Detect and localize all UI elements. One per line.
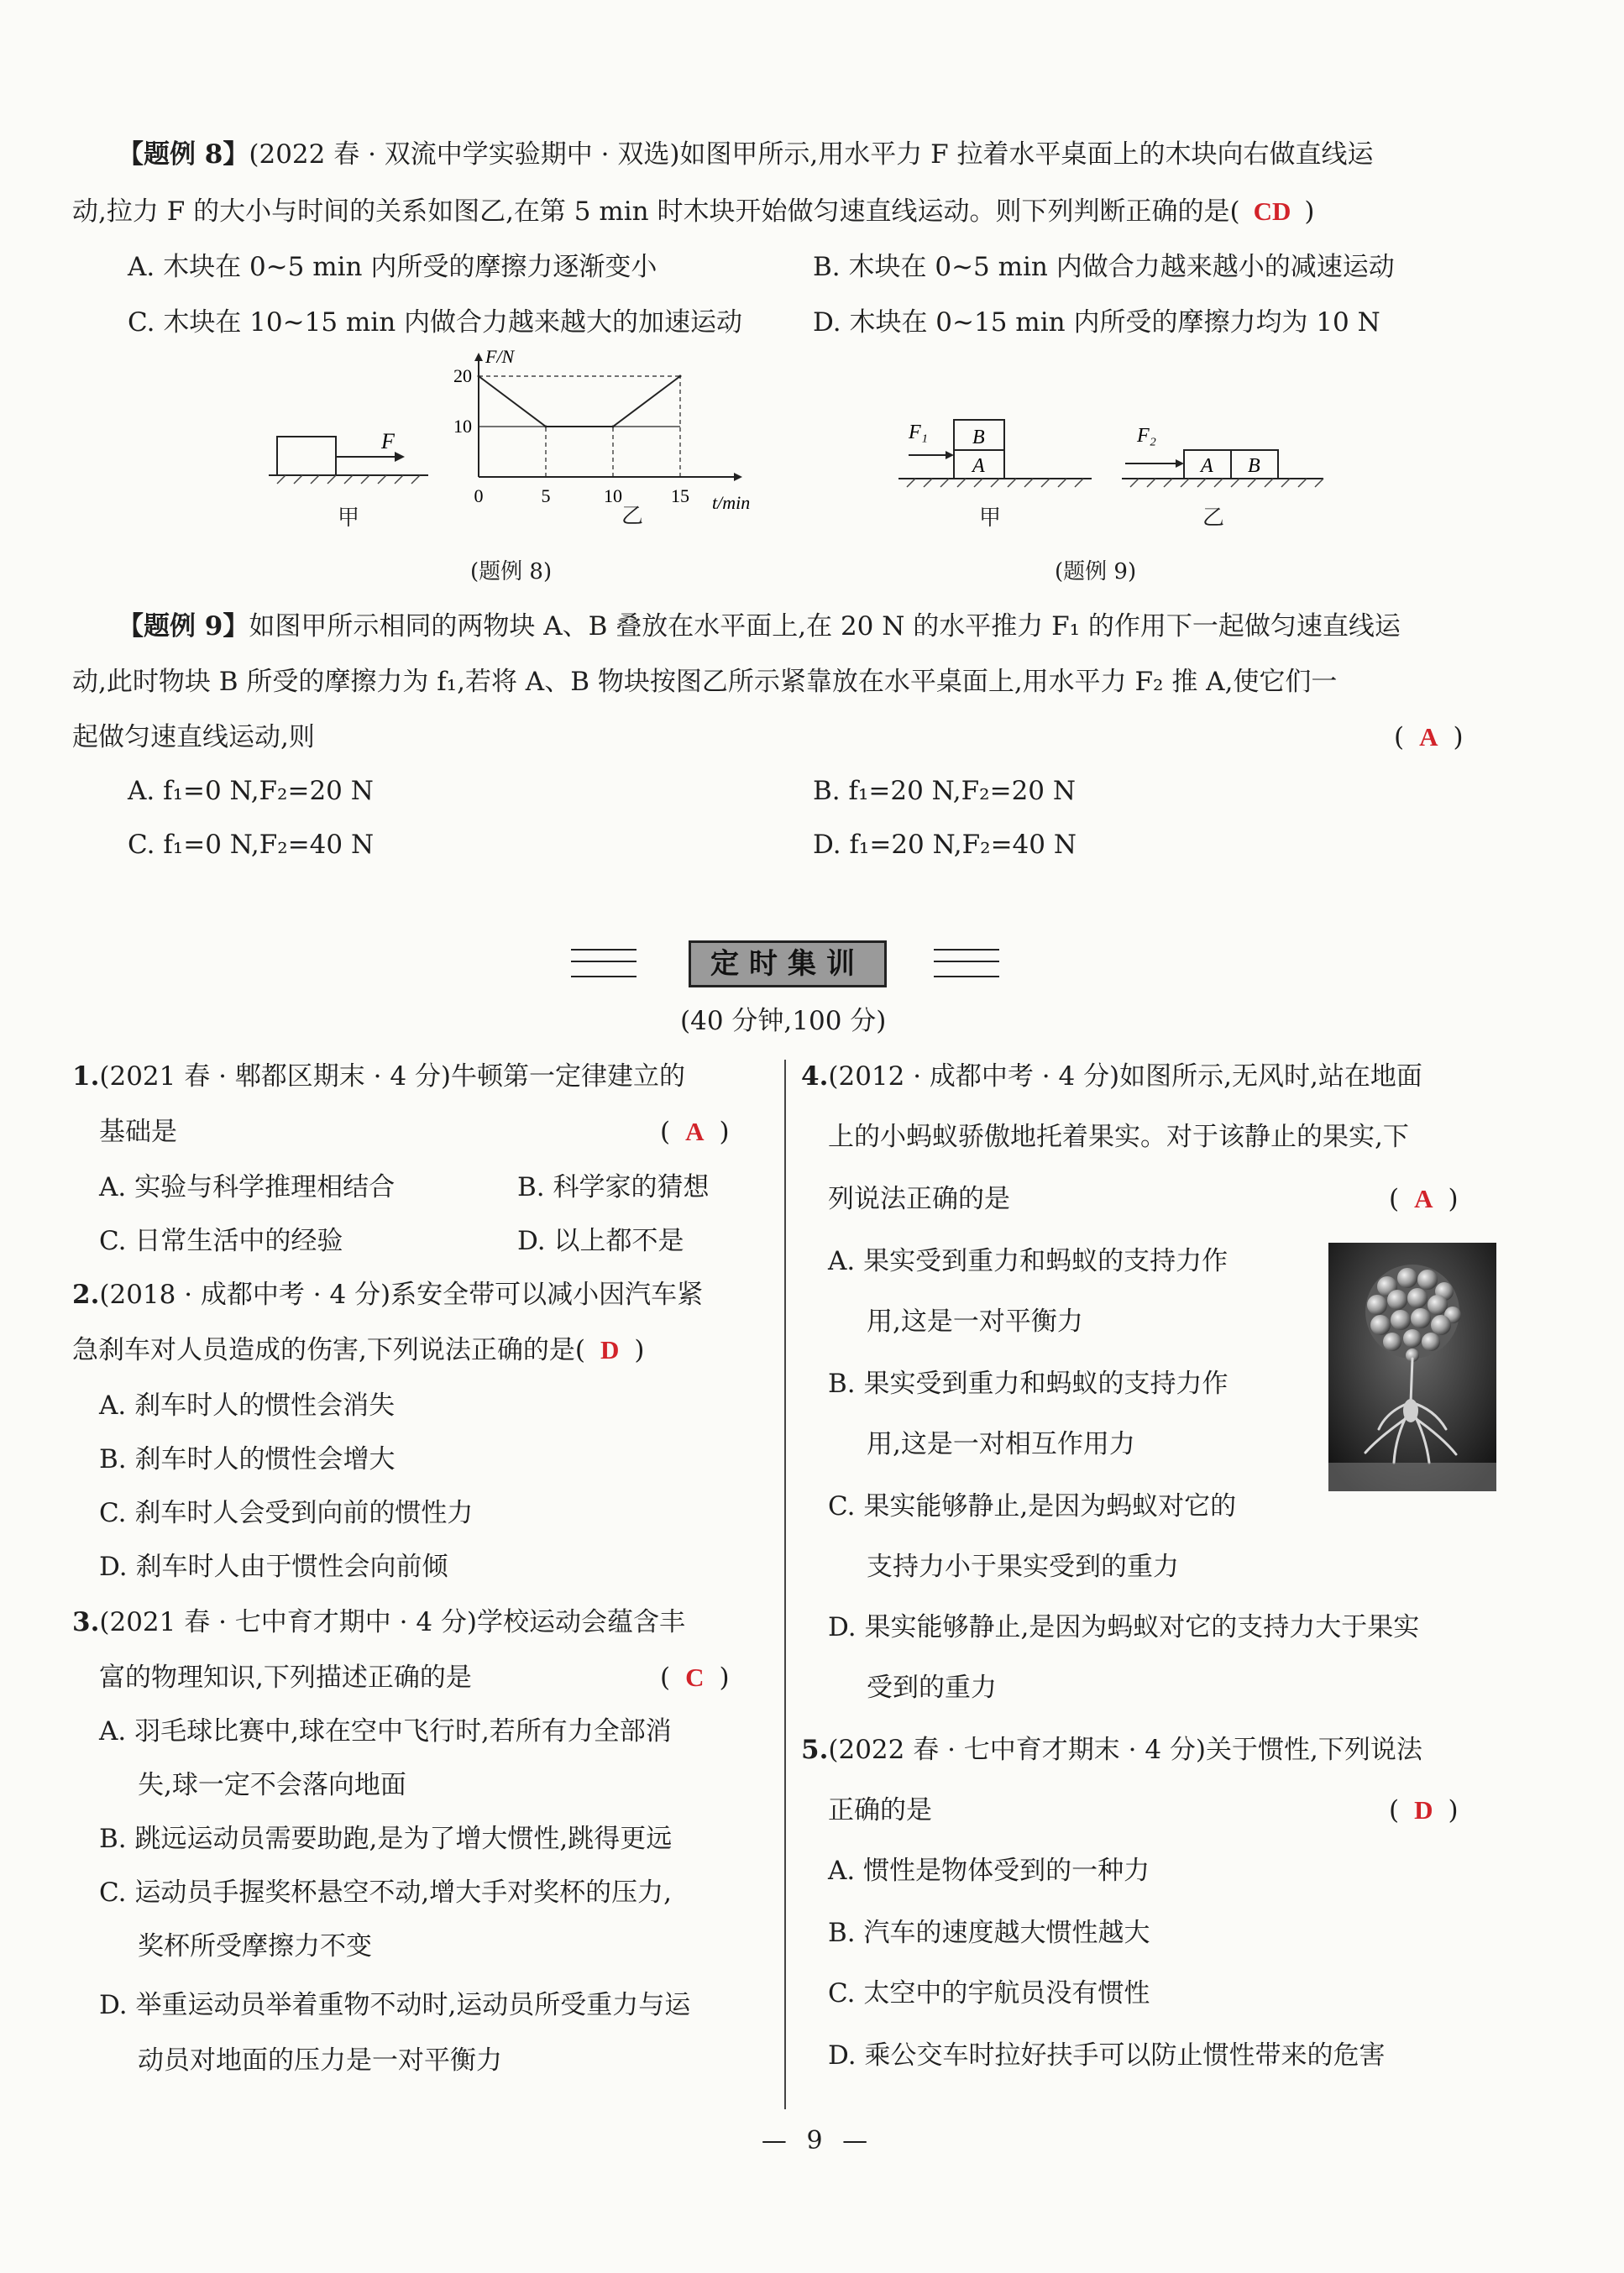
q8-option-b: B. 木块在 0~5 min 内做合力越来越小的减速运动 [813, 252, 1395, 282]
x-tick-label: 15 [671, 485, 689, 506]
q3-stem-1: (2021 春 · 七中育才期中 · 4 分)学校运动会蕴含丰 [99, 1607, 686, 1637]
q3-line1 [72, 1605, 685, 1639]
column-divider [784, 1060, 786, 2109]
q9-option-d: D. f₁=20 N,F₂=40 N [813, 830, 1077, 860]
q2-option-a: A. 刹车时人的惯性会消失 [99, 1391, 396, 1421]
block-b-label-2: B [1248, 455, 1260, 477]
q5-answer-bracket: ( D ) [1389, 1795, 1459, 1825]
q5-option-d: D. 乘公交车时拉好扶手可以防止惯性带来的危害 [828, 2040, 1386, 2071]
q9-line3: 起做匀速直线运动,则 [72, 722, 315, 752]
q4-answer-bracket: ( A ) [1389, 1184, 1459, 1214]
x-tick-label: 5 [541, 485, 551, 506]
q3-option-a-1: A. 羽毛球比赛中,球在空中飞行时,若所有力全部消 [99, 1716, 672, 1747]
q5-line2: 正确的是 [828, 1795, 932, 1825]
f2-arrow-head [1176, 459, 1184, 468]
q4-option-a-2: 用,这是一对平衡力 [867, 1307, 1083, 1337]
q2-option-d: D. 刹车时人由于惯性会向前倾 [99, 1552, 448, 1582]
q8-jia-label: 甲 [338, 505, 360, 531]
q2-option-c: C. 刹车时人会受到向前的惯性力 [99, 1498, 474, 1528]
q4-option-b-1: B. 果实受到重力和蚂蚁的支持力作 [828, 1369, 1228, 1399]
q5-line1 [801, 1733, 1422, 1767]
q1-option-c: C. 日常生活中的经验 [99, 1226, 343, 1256]
f1-arrow-head [946, 451, 954, 459]
q3-answer-bracket: ( C ) [660, 1663, 730, 1693]
q9-jia-label: 甲 [979, 505, 1002, 531]
q8-caption: (题例 8) [470, 559, 553, 584]
q1-stem-1: (2021 春 · 郫都区期末 · 4 分)牛顿第一定律建立的 [99, 1061, 686, 1092]
q1-answer: A [685, 1117, 705, 1146]
section-rule-right [934, 949, 999, 977]
q8-option-d: D. 木块在 0~15 min 内所受的摩擦力均为 10 N [813, 307, 1380, 338]
q2-option-b: B. 刹车时人的惯性会增大 [99, 1444, 396, 1474]
page-number: 9 [806, 2126, 823, 2155]
q5-option-c: C. 太空中的宇航员没有惯性 [828, 1978, 1150, 2009]
q3-line2: 富的物理知识,下列描述正确的是 [99, 1663, 472, 1693]
q4-line2: 上的小蚂蚁骄傲地托着果实。对于该静止的果实,下 [828, 1122, 1409, 1152]
x-axis-arrow [734, 473, 742, 481]
q1-line1 [72, 1060, 685, 1093]
q1-option-b: B. 科学家的猜想 [517, 1172, 710, 1202]
block-b-label: B [972, 427, 985, 448]
q8-tag: 【题例 8】 [118, 139, 249, 170]
section-subtitle: (40 分钟,100 分) [680, 1006, 887, 1036]
q8-yi-label: 乙 [621, 504, 644, 529]
q8-option-c: C. 木块在 10~15 min 内做合力越来越大的加速运动 [128, 307, 743, 338]
table-hatch [277, 475, 420, 484]
q1-option-d: D. 以上都不是 [517, 1226, 684, 1256]
q2-line2: 急刹车对人员造成的伤害,下列说法正确的是( D ) [72, 1335, 645, 1365]
q4-option-d-1: D. 果实能够静止,是因为蚂蚁对它的支持力大于果实 [828, 1612, 1420, 1642]
q4-line1 [801, 1060, 1422, 1093]
data-point [478, 375, 480, 378]
f1-label: F₁ [909, 422, 929, 443]
force-label: F [381, 429, 395, 453]
force-series-line [479, 376, 680, 427]
q5-number: 5. [801, 1735, 829, 1765]
q3-option-d-1: D. 举重运动员举着重物不动时,运动员所受重力与运 [99, 1990, 691, 2020]
q5-option-b: B. 汽车的速度越大惯性越大 [828, 1918, 1150, 1948]
wood-block [277, 437, 336, 475]
q9-yi-label: 乙 [1202, 505, 1225, 531]
q8-line2 [72, 195, 1314, 228]
q3-number: 3. [72, 1607, 100, 1637]
q1-line2: 基础是 [99, 1117, 177, 1147]
q9-tag: 【题例 9】 [118, 611, 249, 642]
q9-line2: 动,此时物块 B 所受的摩擦力为 f₁,若将 A、B 物块按图乙所示紧靠放在水平桌面上,用水平力 F₂ 推 A,使它们一 [72, 667, 1338, 697]
q8-option-a: A. 木块在 0~5 min 内所受的摩擦力逐渐变小 [128, 252, 657, 282]
q2-stem-1: (2018 · 成都中考 · 4 分)系安全带可以减小因汽车紧 [99, 1280, 704, 1310]
q9-caption: (题例 9) [1055, 559, 1137, 584]
q4-number: 4. [801, 1061, 829, 1092]
q4-stem-1: (2012 · 成都中考 · 4 分)如图所示,无风时,站在地面 [828, 1061, 1422, 1092]
q1-answer-bracket: ( A ) [660, 1117, 730, 1147]
q5-option-a: A. 惯性是物体受到的一种力 [828, 1856, 1150, 1886]
q9-answer-bracket: ( A ) [1394, 722, 1464, 752]
y-axis-arrow [474, 353, 483, 361]
q8-line1 [118, 138, 1374, 171]
data-point [545, 426, 547, 428]
q9-option-c: C. f₁=0 N,F₂=40 N [128, 830, 375, 860]
y-axis-label: F/N [485, 346, 515, 367]
block-a-label-2: A [1201, 455, 1213, 477]
q8-close: ) [1304, 196, 1315, 227]
q3-option-c-2: 奖杯所受摩擦力不变 [138, 1931, 372, 1961]
y-tick-label: 20 [453, 365, 472, 386]
q2-answer: D [600, 1335, 620, 1364]
q3-option-c-1: C. 运动员手握奖杯悬空不动,增大手对奖杯的压力, [99, 1878, 673, 1908]
q1-number: 1. [72, 1061, 100, 1092]
q4-option-c-1: C. 果实能够静止,是因为蚂蚁对它的 [828, 1491, 1237, 1521]
q8-force-time-chart [437, 346, 789, 513]
q2-number: 2. [72, 1280, 100, 1310]
x-axis-label: t/min [712, 492, 751, 513]
f2-label: F₂ [1137, 425, 1157, 447]
q4-option-b-2: 用,这是一对相互作用力 [867, 1429, 1135, 1459]
q9-answer: A [1419, 722, 1438, 752]
data-point [612, 426, 615, 428]
q8-stem-1: (2022 春 · 双流中学实验期中 · 双选)如图甲所示,用水平力 F 拉着水平桌面上的木块向右做直线运 [249, 139, 1374, 170]
data-point [679, 375, 682, 378]
q4-line3: 列说法正确的是 [828, 1184, 1010, 1214]
q8-stem-2: 动,拉力 F 的大小与时间的关系如图乙,在第 5 min 时木块开始做匀速直线运动。则下列判断正确的是( [72, 196, 1240, 227]
q4-option-d-2: 受到的重力 [867, 1673, 997, 1703]
q9-stem-1: 如图甲所示相同的两物块 A、B 叠放在水平面上,在 20 N 的水平推力 F₁ 的作用下一起做匀速直线运 [249, 611, 1401, 642]
force-arrow-head [395, 452, 405, 462]
q9-line1 [118, 610, 1401, 643]
section-title: 定时集训 [689, 940, 887, 987]
q1-option-a: A. 实验与科学推理相结合 [99, 1172, 396, 1202]
x-tick-label: 10 [604, 485, 622, 506]
q9-option-a: A. f₁=0 N,F₂=20 N [128, 776, 374, 806]
q3-option-a-2: 失,球一定不会落向地面 [138, 1770, 406, 1800]
q3-option-d-2: 动员对地面的压力是一对平衡力 [138, 2045, 502, 2076]
y-tick-label: 10 [453, 416, 472, 437]
ant-fruit-photo [1328, 1243, 1496, 1495]
section-rule-left [571, 949, 637, 977]
page-footer: — 9 — [761, 2126, 868, 2155]
q4-answer: A [1414, 1184, 1433, 1213]
q8-answer: CD [1253, 196, 1291, 226]
x-tick-label: 0 [474, 485, 484, 506]
q5-answer: D [1414, 1795, 1433, 1825]
q2-line1 [72, 1278, 703, 1312]
q5-stem-1: (2022 春 · 七中育才期末 · 4 分)关于惯性,下列说法 [828, 1735, 1422, 1765]
q4-option-a-1: A. 果实受到重力和蚂蚁的支持力作 [828, 1246, 1228, 1276]
q4-option-c-2: 支持力小于果实受到的重力 [867, 1552, 1179, 1582]
q3-answer: C [685, 1663, 705, 1692]
q3-option-b: B. 跳远运动员需要助跑,是为了增大惯性,跳得更远 [99, 1824, 673, 1854]
q2-stem-2: 急刹车对人员造成的伤害,下列说法正确的是( [72, 1335, 585, 1365]
q9-option-b: B. f₁=20 N,F₂=20 N [813, 776, 1076, 806]
block-a-label: A [972, 455, 985, 477]
